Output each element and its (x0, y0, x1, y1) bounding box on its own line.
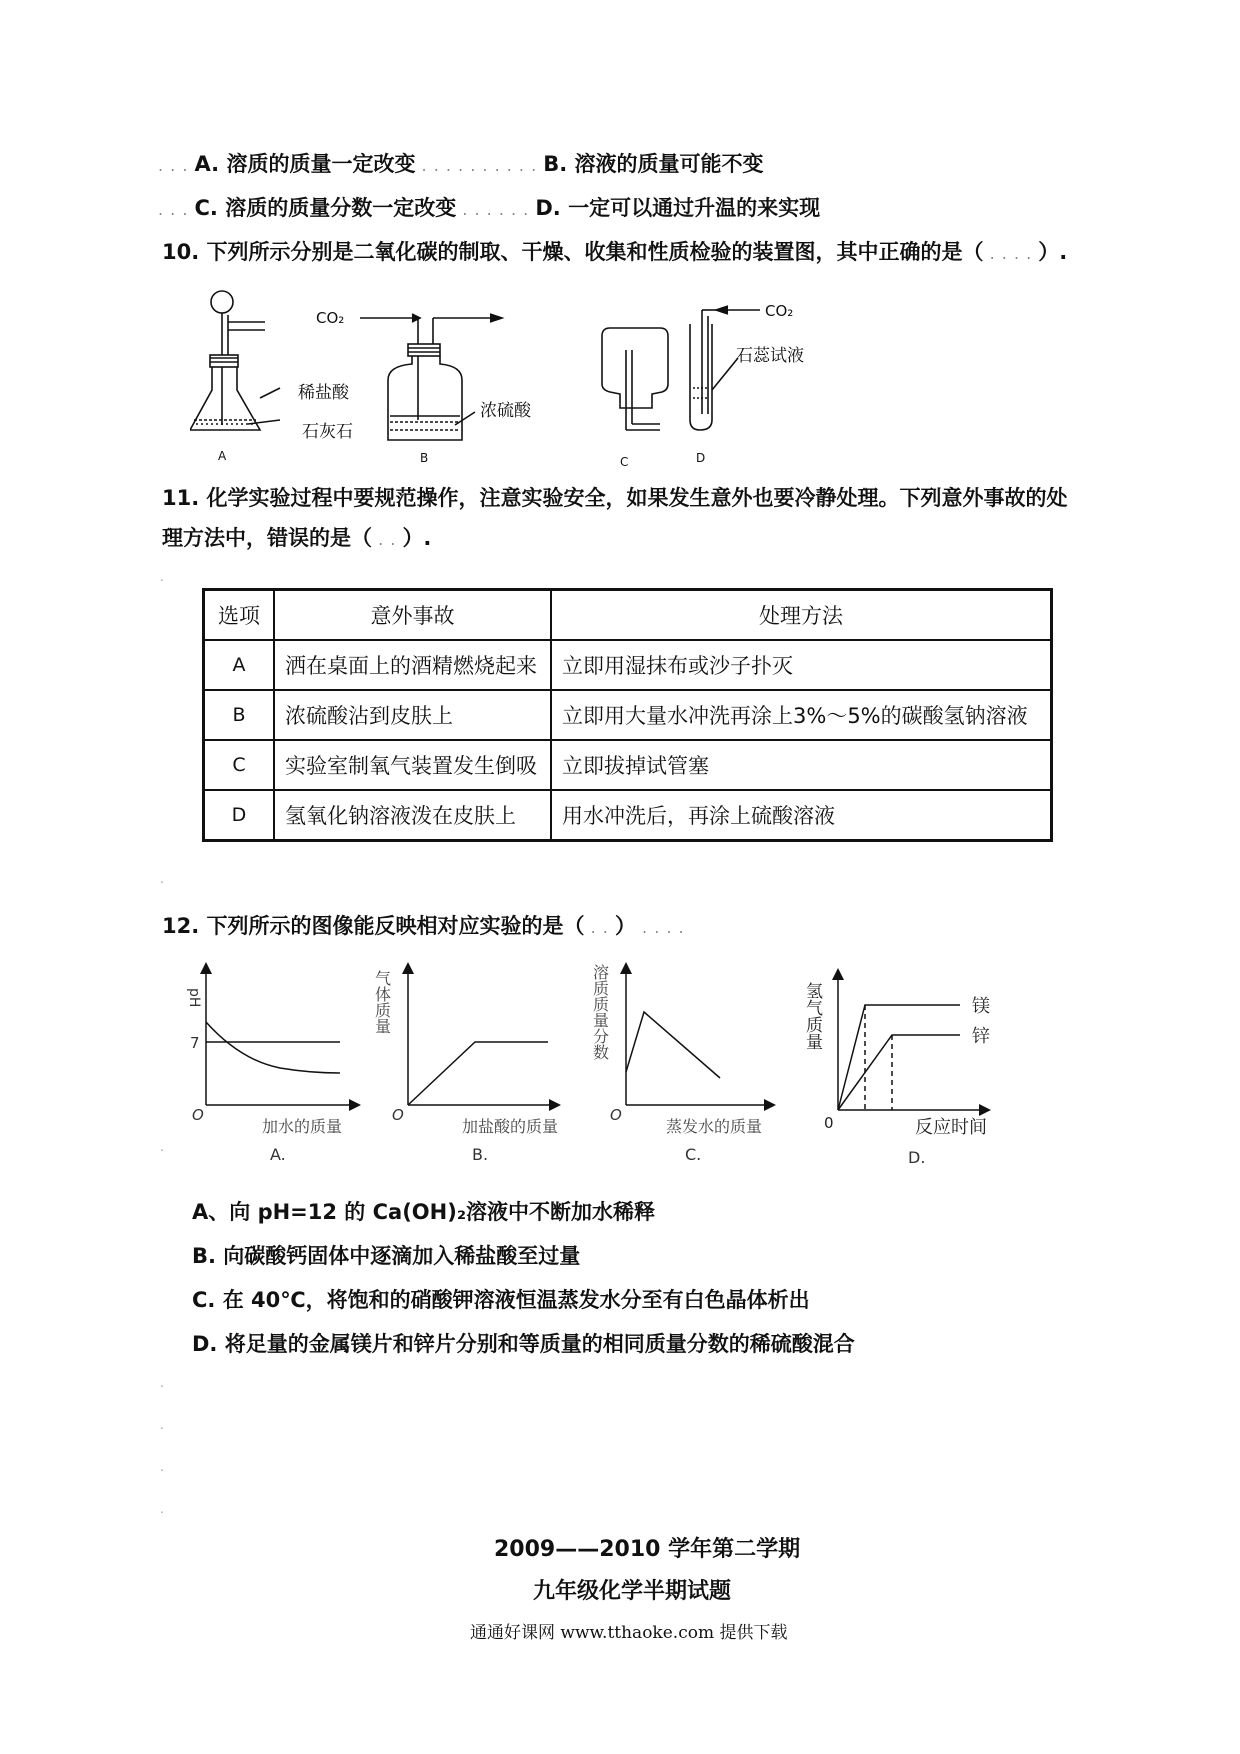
table-cell: 洒在桌面上的酒精燃烧起来 (274, 640, 551, 690)
graph-d (838, 974, 985, 1110)
q10-stem: 10. 下列所示分别是二氧化碳的制取、干燥、收集和性质检验的装置图，其中正确的是（ . . . . ）. (162, 240, 1068, 264)
table-header: 意外事故 (274, 590, 551, 641)
graph-a-caption: A. (270, 1145, 286, 1164)
q11-stem-line-2: 理方法中，错误的是（ . . ）. (162, 526, 432, 550)
apparatus-b-gas-label: CO₂ (316, 309, 345, 327)
table-cell: D (204, 790, 275, 841)
graph-a-ph-curve (206, 1022, 340, 1073)
graph-c-caption: C. (685, 1145, 702, 1164)
graph-d-magnesium-line (838, 1005, 960, 1110)
graph-c-origin: O (610, 1106, 622, 1124)
q12-stem: 12. 下列所示的图像能反映相对应实验的是（ . . ） . . . . (162, 914, 685, 938)
table-cell: C (204, 740, 275, 790)
apparatus-d (690, 306, 760, 430)
apparatus-b-acid-label: 浓硫酸 (480, 401, 531, 421)
q12-option-b: B. 向碳酸钙固体中逐滴加入稀盐酸至过量 (192, 1244, 581, 1268)
exam-year-heading: 2009——2010 学年第二学期 (494, 1537, 801, 1562)
table-cell: B (204, 690, 275, 740)
graph-d-origin: 0 (824, 1114, 834, 1132)
table-cell: 浓硫酸沾到皮肤上 (274, 690, 551, 740)
q9-option-row-1: . . . A. 溶质的质量一定改变 . . . . . . . . . . B. 溶液的质量可能不变 (158, 152, 764, 176)
table-cell: 立即用湿抹布或沙子扑灭 (551, 640, 1052, 690)
graph-a-xlabel: 加水的质量 (262, 1117, 343, 1136)
accident-table (202, 588, 1053, 842)
graph-d-caption: D. (908, 1148, 926, 1167)
apparatus-d-gas-label: CO₂ (765, 302, 794, 320)
footer-download-note: 通通好课网 www.tthaoke.com 提供下载 (470, 1623, 788, 1643)
graph-b-ylabel: 气体质量 (372, 970, 392, 1034)
table-header-row (204, 590, 1052, 641)
table-cell: 实验室制氧气装置发生倒吸 (274, 740, 551, 790)
graph-a-ylabel: pH (186, 988, 202, 1008)
graph-b (408, 968, 555, 1105)
table-cell: A (204, 640, 275, 690)
q10-apparatus-figure (190, 280, 990, 470)
q9-option-a: A. 溶质的质量一定改变 (194, 152, 416, 176)
graph-d-series-zinc: 锌 (972, 1026, 990, 1047)
graph-a-tick-7: 7 (190, 1034, 200, 1052)
graph-b-xlabel: 加盐酸的质量 (462, 1117, 559, 1136)
table-cell: 立即用大量水冲洗再涂上3%～5%的碳酸氢钠溶液 (551, 690, 1052, 740)
apparatus-a-acid-label: 稀盐酸 (298, 383, 349, 403)
graph-d-ylabel: 氢气质量 (802, 982, 822, 1050)
q12-option-d: D. 将足量的金属镁片和锌片分别和等质量的相同质量分数的稀硫酸混合 (192, 1332, 855, 1356)
table-cell: 立即拔掉试管塞 (551, 740, 1052, 790)
apparatus-a-caption: A (218, 449, 227, 463)
q9-option-c: C. 溶质的质量分数一定改变 (194, 196, 457, 220)
graph-b-gas-curve (408, 1042, 548, 1105)
apparatus-a-solid-label: 石灰石 (302, 422, 353, 442)
table-row (204, 690, 1052, 740)
q11-stem-line-1: 11. 化学实验过程中要规范操作，注意实验安全，如果发生意外也要冷静处理。下列意外事故的处 (162, 486, 1068, 510)
exam-title-heading: 九年级化学半期试题 (533, 1579, 732, 1604)
table-row (204, 640, 1052, 690)
apparatus-b (360, 314, 502, 440)
graph-d-zinc-line (838, 1035, 960, 1110)
graph-c-xlabel: 蒸发水的质量 (666, 1117, 763, 1136)
apparatus-d-indicator-label: 石蕊试液 (736, 346, 804, 366)
apparatus-c-caption: C (620, 455, 629, 469)
q9-option-row-2: . . . C. 溶质的质量分数一定改变 . . . . . . D. 一定可以通过升温的来实现 (158, 196, 821, 220)
table-row (204, 790, 1052, 841)
apparatus-b-caption: B (420, 451, 429, 465)
graph-d-series-magnesium: 镁 (972, 996, 990, 1017)
graph-b-caption: B. (472, 1145, 489, 1164)
graph-c-fraction-curve (626, 1012, 720, 1078)
q9-option-d: D. 一定可以通过升温的来实现 (535, 196, 821, 220)
graph-a (206, 968, 355, 1105)
graph-c (626, 968, 770, 1105)
q12-option-a: A、向 pH=12 的 Ca(OH)₂溶液中不断加水稀释 (192, 1200, 656, 1224)
table-header: 选项 (204, 590, 275, 641)
graph-c-ylabel: 溶质质量分数 (590, 964, 610, 1060)
graph-b-origin: O (392, 1106, 404, 1124)
table-cell: 氢氧化钠溶液泼在皮肤上 (274, 790, 551, 841)
table-row (204, 740, 1052, 790)
apparatus-d-caption: D (696, 451, 706, 465)
q12-graphs-figure (180, 960, 1040, 1180)
apparatus-a (190, 291, 280, 430)
graph-a-origin: O (192, 1106, 204, 1124)
apparatus-c (602, 328, 668, 430)
table-header: 处理方法 (551, 590, 1052, 641)
q12-option-c: C. 在 40℃，将饱和的硝酸钾溶液恒温蒸发水分至有白色晶体析出 (192, 1288, 810, 1312)
table-cell: 用水冲洗后，再涂上硫酸溶液 (551, 790, 1052, 841)
graph-d-xlabel: 反应时间 (915, 1117, 987, 1138)
q9-option-b: B. 溶液的质量可能不变 (543, 152, 764, 176)
